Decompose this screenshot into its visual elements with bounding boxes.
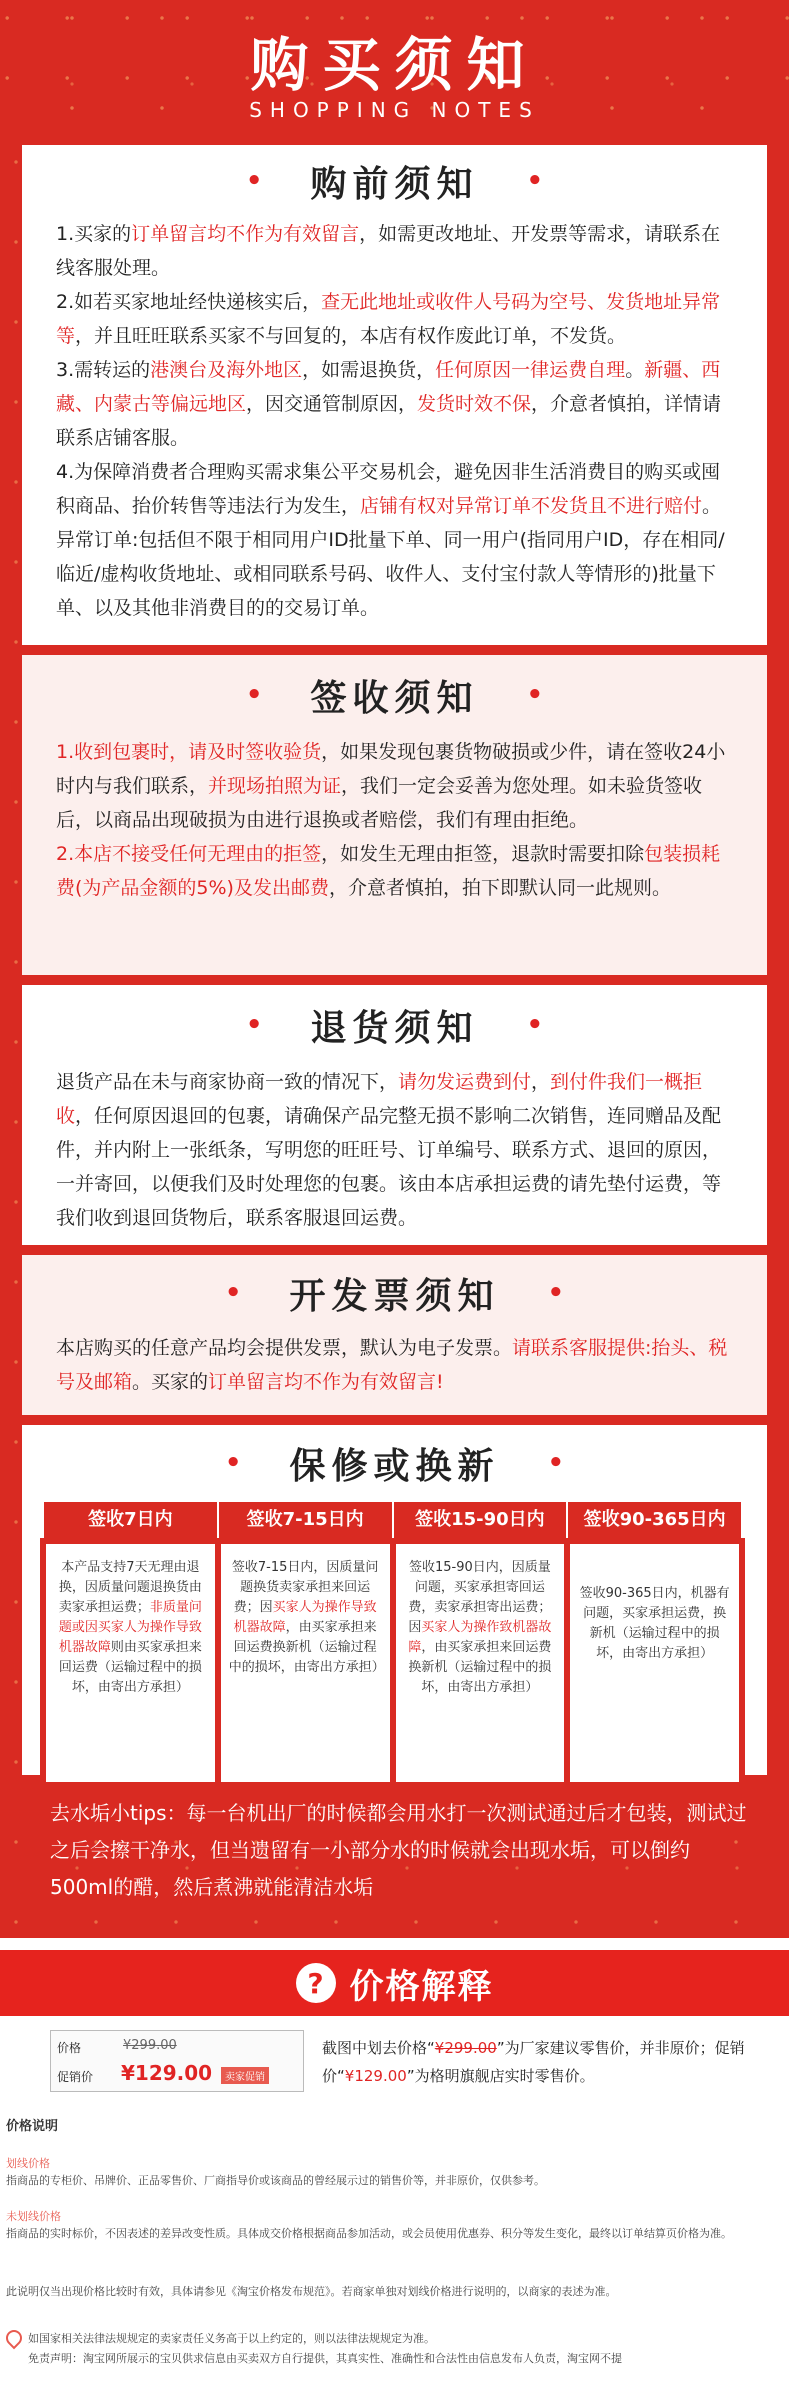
page-title: 购买须知 xyxy=(250,31,539,99)
highlight-text: 买家人为操作导致机器故障 xyxy=(233,1600,377,1635)
highlight-text: 发货时效不保 xyxy=(417,393,532,415)
section-title-text: 保修或换新 xyxy=(289,1445,500,1487)
text: ，如需更改地址、开发票等需求，请联系在线客服处理。 xyxy=(56,223,721,279)
warranty-table-wrap xyxy=(40,1500,745,1788)
paragraph xyxy=(56,455,733,523)
promo-tag: 卖家促销 xyxy=(221,2067,269,2084)
section-title-text: 购前须知 xyxy=(310,163,479,205)
promo-label: 促销价 xyxy=(57,2070,94,2084)
text: ，任何原因退回的包裹，请确保产品完整无损不影响二次销售，连同赠品及配件，并内附上一张纸条，写明您的旺旺号、订单编号、联系方式、退回的原因，一并寄回，以便我们及时处理您的包裹。该由本店承担运费的请先垫付运费，等我们收到退回货物后，联系客服退回运费。 xyxy=(56,1105,722,1229)
paragraph xyxy=(56,735,733,837)
highlight-text: 到付件我们一概拒收 xyxy=(56,1071,703,1127)
text: 。 xyxy=(625,359,645,381)
table-header-cell: 签收90-365日内 xyxy=(567,1501,742,1541)
bullet-dot-icon: • xyxy=(245,680,263,710)
paragraph xyxy=(56,1331,733,1399)
text: ”为格明旗舰店实时零售价。 xyxy=(406,2067,595,2085)
text: ，我们一定会妥善为您处理。如未验货签收后，以商品出现破损为由进行退换或者赔偿，我们有理由拒绝。 xyxy=(56,775,703,831)
bullet-dot-icon: • xyxy=(526,1010,544,1040)
section-title xyxy=(56,1255,733,1331)
list-price-row xyxy=(51,2031,303,2061)
bullet-dot-icon: • xyxy=(224,1278,242,1308)
table-cell xyxy=(567,1541,742,1785)
table-header-cell: 签收15-90日内 xyxy=(393,1501,568,1541)
text: 2.如若买家地址经快递核实后， xyxy=(56,291,322,313)
price-sample-box xyxy=(50,2030,304,2092)
highlight-text: 任何原因一律运费自理 xyxy=(435,359,626,381)
text: 则由买家承担来回运费（运输过程中的损坏，由寄出方承担） xyxy=(58,1640,202,1695)
text: ，并且旺旺联系买家不与回复的，本店有权作废此订单，不发货。 xyxy=(75,325,627,347)
rule-text: 此说明仅当出现价格比较时有效，具体请参见《淘宝价格发布规范》。若商家单独对划线价格进行说明的，以商家的表述为准。 xyxy=(6,2285,617,2298)
text: 签收15-90日内，因质量问题，买家承担寄回运费，卖家承担寄出运费；因 xyxy=(408,1560,552,1635)
text: 本店购买的任意产品均会提供发票，默认为电子发票。 xyxy=(56,1337,513,1359)
text: ，介意者慎拍，拍下即默认同一此规则。 xyxy=(328,877,671,899)
location-pin-icon xyxy=(3,2327,26,2350)
paragraph xyxy=(56,217,733,285)
text: ， xyxy=(531,1071,551,1093)
price-notes-title: 价格说明 xyxy=(6,2119,59,2134)
text: ，如果发现包裹货物破损或少件，请在签收24小时内与我们联系， xyxy=(56,741,726,797)
text: 签收7-15日内，因质量问题换货卖家承担来回运费；因 xyxy=(231,1560,379,1615)
highlight-text: 包装损耗费(为产品金额的5%)及发出邮费 xyxy=(56,843,721,899)
bullet-dot-icon: • xyxy=(526,166,544,196)
section-title xyxy=(56,985,733,1065)
text: ，如发生无理由拒签，退款时需要扣除 xyxy=(321,843,645,865)
highlight-text: 非质量问题或因买家人为操作导致机器故障 xyxy=(58,1600,202,1655)
price-explanation xyxy=(322,2034,762,2090)
invoice-section xyxy=(22,1255,767,1415)
bullet-dot-icon: • xyxy=(245,1010,263,1040)
table-cell xyxy=(218,1541,393,1785)
table-cell xyxy=(393,1541,568,1785)
text: ，由买家承担来回运费换新机（运输过程中的损坏，由寄出方承担） xyxy=(228,1620,385,1675)
text: 本产品支持7天无理由退换，因质量问题退换货由卖家承担运费； xyxy=(58,1560,202,1615)
highlight-text: 请勿发运费到付 xyxy=(398,1071,532,1093)
page-subtitle: SHOPPING NOTES xyxy=(249,98,540,122)
price-banner-title: 价格解释 xyxy=(349,1966,494,2007)
bullet-dot-icon: • xyxy=(526,680,544,710)
section-title xyxy=(56,655,733,735)
highlight-text: 港澳台及海外地区 xyxy=(150,359,303,381)
unstrike-title: 未划线价格 xyxy=(6,2210,61,2223)
highlight-text: 店铺有权对异常订单不发货且不进行赔付 xyxy=(360,495,703,517)
text: ，如需退换货， xyxy=(302,359,436,381)
section-title-text: 开发票须知 xyxy=(289,1275,500,1317)
question-icon: ? xyxy=(296,1963,336,2003)
section-title xyxy=(56,1425,733,1501)
highlight-text: 订单留言均不作为有效留言 xyxy=(208,1371,437,1393)
highlight-text: 查无此地址或收件人号码为空号、发货地址异常等 xyxy=(56,291,721,347)
highlight-text: 订单留言均不作为有效留言 xyxy=(131,223,360,245)
text: ，因交通管制原因， xyxy=(246,393,418,415)
strike-text: 指商品的专柜价、吊牌价、正品零售价、厂商指导价或该商品的曾经展示过的销售价等，并非原价，仅供参考。 xyxy=(6,2174,545,2187)
paragraph xyxy=(56,837,733,905)
highlight-text: 请联系客服提供:抬头、税号及邮箱 xyxy=(56,1337,728,1393)
bullet-dot-icon: • xyxy=(547,1448,565,1478)
pre-purchase-section xyxy=(22,145,767,645)
table-cell xyxy=(43,1541,218,1785)
strike-price: ¥299.00 xyxy=(434,2039,497,2057)
receipt-section xyxy=(22,655,767,975)
text: ”为厂家建议零售价，并非原价；促销价“ xyxy=(322,2039,745,2085)
paragraph: 异常订单:包括但不限于相同用户ID批量下单、同一用户(指同用户ID，存在相同/临近/虚构收货地址、或相同联系号码、收件人、支付宝付款人等情形的)批量下单、以及其他非消费目的的交易订单。 xyxy=(56,529,725,619)
paragraph xyxy=(56,1065,733,1235)
law-text: 如国家相关法律法规规定的卖家责任义务高于以上约定的，则以法律法规规定为准。 xyxy=(28,2332,435,2345)
text: 退货产品在未与商家协商一致的情况下， xyxy=(56,1071,399,1093)
disclaimer-text: 免责声明：淘宝网所展示的宝贝供求信息由买卖双方自行提供，其真实性、准确性和合法性由信息发布人负责，淘宝网不提 xyxy=(28,2352,622,2365)
table-header-row xyxy=(43,1501,742,1541)
table-header-cell: 签收7-15日内 xyxy=(218,1501,393,1541)
list-price: ¥299.00 xyxy=(123,2038,177,2053)
section-title-text: 签收须知 xyxy=(310,677,479,719)
highlight-text: 并现场拍照为证 xyxy=(208,775,342,797)
promo-price-row xyxy=(51,2059,303,2089)
highlight-text: 1.收到包裹时，请及时签收验货 xyxy=(56,741,322,763)
highlight-text: ! xyxy=(436,1371,444,1393)
section-title xyxy=(56,145,733,217)
price-banner xyxy=(0,1950,789,2016)
highlight-text: 2.本店不接受任何无理由的拒签 xyxy=(56,843,322,865)
text: 3.需转运的 xyxy=(56,359,151,381)
highlight-text: 买家人为操作致机器故障 xyxy=(408,1620,552,1655)
text: 4.为保障消费者合理购买需求集公平交易机会，避免因非生活消费目的购买或囤积商品、抬价转售等违法行为发生， xyxy=(56,461,721,517)
text: 。买家的 xyxy=(132,1371,209,1393)
price-label: 价格 xyxy=(57,2041,82,2055)
section-title-text: 退货须知 xyxy=(310,1007,479,1049)
paragraph xyxy=(56,285,733,353)
text: 1.买家的 xyxy=(56,223,132,245)
paragraph xyxy=(56,353,733,455)
warranty-table xyxy=(40,1500,745,1788)
header-banner xyxy=(0,0,789,130)
bullet-dot-icon: • xyxy=(245,166,263,196)
promo-price-text: ¥129.00 xyxy=(344,2067,407,2085)
unstrike-text: 指商品的实时标价，不因表述的差异改变性质。具体成交价格根据商品参加活动，或会员使用优惠券、积分等发生变化，最终以订单结算页价格为准。 xyxy=(6,2227,732,2240)
bullet-dot-icon: • xyxy=(547,1278,565,1308)
text: ，由买家承担来回运费换新机（运输过程中的损坏，由寄出方承担） xyxy=(408,1640,552,1695)
text: 截图中划去价格“ xyxy=(322,2039,435,2057)
text: ，介意者慎拍，详情请联系店铺客服。 xyxy=(56,393,722,449)
text: 签收90-365日内，机器有问题，买家承担运费，换新机（运输过程中的损坏，由寄出方承担） xyxy=(579,1586,730,1661)
bullet-dot-icon: • xyxy=(224,1448,242,1478)
highlight-text: 新疆、西藏、内蒙古等偏远地区 xyxy=(56,359,721,415)
descaling-tips: 去水垢小tips：每一台机出厂的时候都会用水打一次测试通过后才包装，测试过之后会擦干净水，但当遗留有一小部分水的时候就会出现水垢，可以倒约500ml的醋，然后煮沸就能清洁水垢 xyxy=(50,1801,747,1899)
text: 。 xyxy=(702,495,722,517)
table-header-cell: 签收7日内 xyxy=(43,1501,218,1541)
table-row xyxy=(43,1541,742,1785)
promo-price: ¥129.00 xyxy=(121,2061,213,2085)
strike-title: 划线价格 xyxy=(6,2157,50,2170)
returns-section xyxy=(22,985,767,1245)
